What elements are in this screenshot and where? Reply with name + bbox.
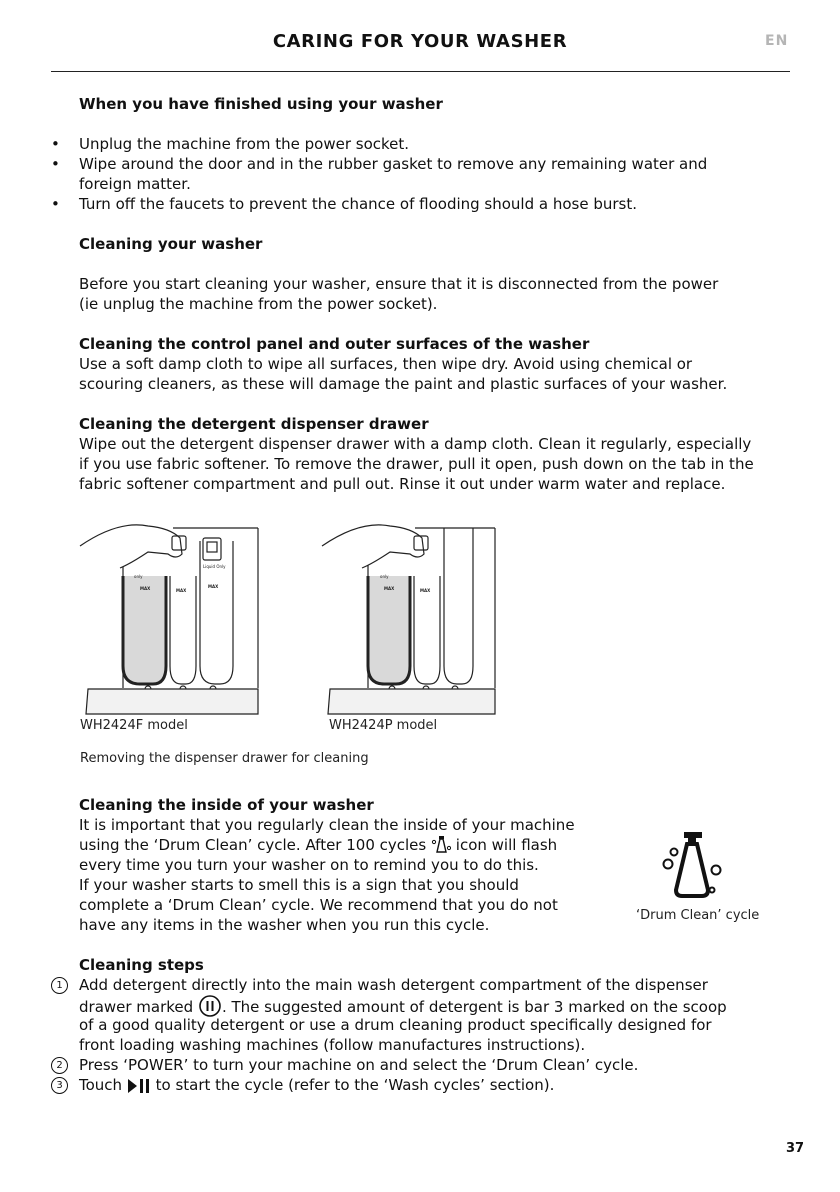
paragraph-line: complete a ‘Drum Clean’ cycle. We recommend that you do not	[79, 896, 558, 914]
paragraph-line: if you use fabric softener. To remove the drawer, pull it open, push down on the tab in the	[79, 455, 754, 473]
bullet-text: Wipe around the door and in the rubber gasket to remove any remaining water and	[79, 155, 708, 173]
section-heading-cleaning: Cleaning your washer	[79, 235, 263, 253]
bullet-text: Unplug the machine from the power socket.	[79, 135, 410, 153]
page-number: 37	[786, 1141, 805, 1156]
paragraph-line: Before you start cleaning your washer, ensure that it is disconnected from the power	[79, 275, 719, 293]
paragraph-line: It is important that you regularly clean the inside of your machine	[79, 816, 575, 834]
paragraph-line: every time you turn your washer on to remind you to do this.	[79, 856, 539, 874]
icon-caption: ‘Drum Clean’ cycle	[636, 908, 760, 923]
figure-caption: Removing the dispenser drawer for cleaning	[80, 751, 369, 766]
step-text-part: drawer marked	[79, 998, 194, 1016]
language-label: EN	[765, 33, 789, 49]
drawer-label-only: only	[134, 574, 143, 579]
step-text	[79, 1075, 794, 1095]
paragraph-line: Use a soft damp cloth to wipe all surfaces, then wipe dry. Avoid using chemical or	[79, 355, 693, 373]
paragraph-line: Wipe out the detergent dispenser drawer with a damp cloth. Clean it regularly, especially	[79, 435, 752, 453]
drawer-label-max: MAX	[208, 584, 219, 589]
paragraph-line: have any items in the washer when you run this cycle.	[79, 916, 490, 934]
step-number: 2	[51, 1057, 68, 1074]
bullet-text: Turn off the faucets to prevent the chance of flooding should a hose burst.	[79, 195, 638, 213]
paragraph-line	[79, 835, 557, 855]
drawer-label-max: MAX	[420, 588, 431, 593]
drawer-label-max: MAX	[140, 586, 151, 591]
step-number: 1	[51, 977, 68, 994]
step-number: 3	[51, 1077, 68, 1094]
drum-clean-icon	[431, 835, 451, 855]
step-text: front loading washing machines (follow manufactures instructions).	[79, 1036, 586, 1054]
step-text	[79, 995, 794, 1017]
bullet-dot: •	[51, 155, 60, 173]
bullet-text-continued: foreign matter.	[79, 175, 191, 193]
subheading-control-panel: Cleaning the control panel and outer surfaces of the washer	[79, 335, 590, 353]
drawer-label-max: MAX	[176, 588, 187, 593]
step-text-part: . The suggested amount of detergent is bar 3 marked on the scoop	[221, 998, 727, 1016]
paragraph-line: If your washer starts to smell this is a sign that you should	[79, 876, 519, 894]
step-text-part: Touch	[79, 1076, 123, 1094]
subheading-inside: Cleaning the inside of your washer	[79, 796, 374, 814]
section-heading-finished: When you have finished using your washer	[79, 95, 443, 113]
subheading-drawer: Cleaning the detergent dispenser drawer	[79, 415, 429, 433]
drawer-label-only: only	[380, 574, 389, 579]
header-divider	[51, 71, 790, 72]
subheading-steps: Cleaning steps	[79, 956, 204, 974]
play-pause-icon	[127, 1077, 151, 1095]
bullet-dot: •	[51, 195, 60, 213]
bullet-dot: •	[51, 135, 60, 153]
figure-label-p: WH2424P model	[329, 718, 438, 733]
page-title: CARING FOR YOUR WASHER	[272, 31, 568, 52]
figure-label-f: WH2424F model	[80, 718, 188, 733]
paragraph-line: fabric softener compartment and pull out. Rinse it out under warm water and replace.	[79, 475, 726, 493]
step-text: of a good quality detergent or use a drum cleaning product specifically designed for	[79, 1016, 712, 1034]
paragraph-line: scouring cleaners, as these will damage the paint and plastic surfaces of your washer.	[79, 375, 728, 393]
drawer-illustration-p	[320, 516, 500, 716]
step-text-part: to start the cycle (refer to the ‘Wash cycles’ section).	[155, 1076, 555, 1094]
drum-clean-icon-large	[660, 830, 726, 900]
drawer-label-liquid: Liquid Only	[203, 564, 226, 569]
paragraph-line: (ie unplug the machine from the power socket).	[79, 295, 438, 313]
step-text: Add detergent directly into the main wash detergent compartment of the dispenser	[79, 976, 708, 994]
main-wash-compartment-icon	[198, 995, 222, 1017]
drawer-label-max: MAX	[384, 586, 395, 591]
step-text: Press ‘POWER’ to turn your machine on and select the ‘Drum Clean’ cycle.	[79, 1056, 639, 1074]
paragraph-text: icon will flash	[455, 836, 558, 854]
paragraph-text: using the ‘Drum Clean’ cycle. After 100 cycles	[79, 836, 427, 854]
drawer-illustration-f	[78, 516, 268, 716]
